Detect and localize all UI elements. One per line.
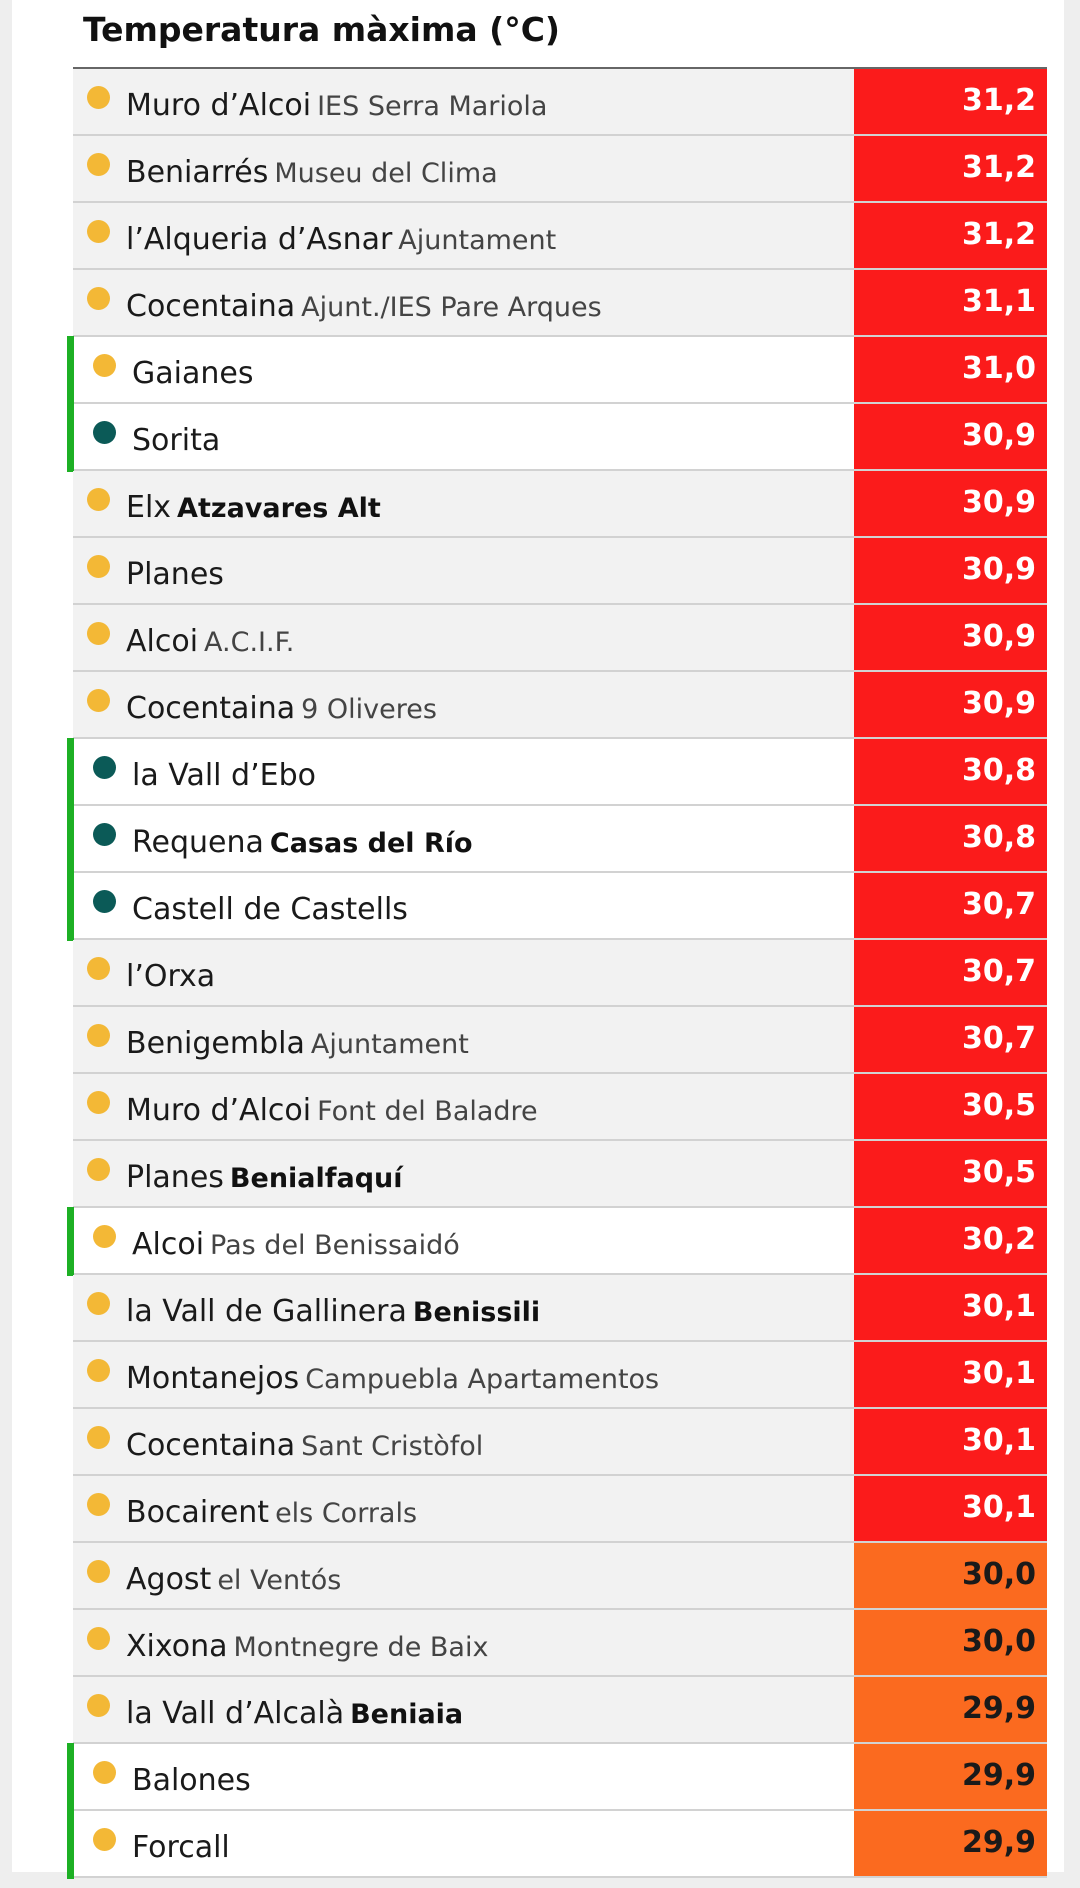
city-name: Bocairent <box>126 1495 270 1530</box>
city-name: l’Alqueria d’Asnar <box>126 222 393 257</box>
temperature-value: 30,1 <box>854 1409 1047 1474</box>
station-subname: Beniaia <box>350 1699 464 1730</box>
yellow-dot-icon <box>87 555 110 578</box>
station-name <box>132 1744 251 1809</box>
highlight-bar <box>67 403 74 472</box>
table-row <box>73 337 1047 404</box>
station-name <box>126 471 381 536</box>
table-row <box>73 806 1047 873</box>
station-subname: Ajuntament <box>398 225 557 256</box>
station-subname: Atzavares Alt <box>177 493 381 524</box>
station-subname: Ajunt./IES Pare Arques <box>301 292 602 323</box>
temperature-value: 31,2 <box>854 69 1047 134</box>
table-row <box>73 1677 1047 1744</box>
station-name <box>126 1409 483 1474</box>
station-subname: A.C.I.F. <box>204 627 295 658</box>
yellow-dot-icon <box>87 622 110 645</box>
temperature-value: 30,8 <box>854 739 1047 804</box>
city-name: Benigembla <box>126 1026 305 1061</box>
highlight-bar <box>67 1743 74 1812</box>
table-row <box>73 873 1047 940</box>
station-name <box>132 404 220 469</box>
city-name: Cocentaina <box>126 1428 296 1463</box>
city-name: Cocentaina <box>126 289 296 324</box>
city-name: Forcall <box>132 1830 230 1865</box>
temperature-value: 30,5 <box>854 1074 1047 1139</box>
station-subname: el Ventós <box>217 1565 342 1596</box>
city-name: Planes <box>126 1160 224 1195</box>
ranking-card <box>12 0 1064 1872</box>
station-name <box>126 940 215 1005</box>
yellow-dot-icon <box>87 153 110 176</box>
station-subname: Sant Cristòfol <box>301 1431 484 1462</box>
yellow-dot-icon <box>93 1225 116 1248</box>
highlight-bar <box>67 336 74 405</box>
temperature-value: 31,0 <box>854 337 1047 402</box>
temperature-value: 30,9 <box>854 471 1047 536</box>
temperature-value: 30,0 <box>854 1610 1047 1675</box>
table-row <box>73 203 1047 270</box>
city-name: la Vall d’Alcalà <box>126 1696 345 1731</box>
temperature-value: 30,1 <box>854 1275 1047 1340</box>
yellow-dot-icon <box>87 1091 110 1114</box>
station-subname: els Corrals <box>275 1498 418 1529</box>
table-row <box>73 1744 1047 1811</box>
highlight-bar <box>67 1207 74 1276</box>
highlight-bar <box>67 872 74 941</box>
teal-dot-icon <box>93 421 116 444</box>
table-row <box>73 1811 1047 1878</box>
station-subname: IES Serra Mariola <box>317 91 548 122</box>
yellow-dot-icon <box>87 1627 110 1650</box>
temperature-value: 30,9 <box>854 672 1047 737</box>
station-name <box>126 538 224 603</box>
temperature-value: 30,9 <box>854 605 1047 670</box>
station-name <box>132 739 316 804</box>
station-name <box>126 1342 659 1407</box>
station-name <box>126 1610 488 1675</box>
temperature-value: 29,9 <box>854 1811 1047 1876</box>
city-name: Xixona <box>126 1629 228 1664</box>
table-row <box>73 1208 1047 1275</box>
table-row <box>73 672 1047 739</box>
temperature-value: 30,8 <box>854 806 1047 871</box>
table-row <box>73 1074 1047 1141</box>
city-name: Alcoi <box>126 624 199 659</box>
temperature-value: 30,7 <box>854 1007 1047 1072</box>
temperature-value: 31,2 <box>854 203 1047 268</box>
station-name <box>126 1074 538 1139</box>
yellow-dot-icon <box>87 1158 110 1181</box>
table-row <box>73 1476 1047 1543</box>
temperature-value: 31,1 <box>854 270 1047 335</box>
station-name <box>132 873 408 938</box>
city-name: Castell de Castells <box>132 892 408 927</box>
yellow-dot-icon <box>93 1761 116 1784</box>
temperature-value: 30,9 <box>854 404 1047 469</box>
station-name <box>126 1275 540 1340</box>
station-name <box>126 605 294 670</box>
station-name <box>132 1208 460 1273</box>
station-subname: Font del Baladre <box>317 1096 538 1127</box>
yellow-dot-icon <box>87 1426 110 1449</box>
station-name <box>126 203 556 268</box>
temperature-value: 29,9 <box>854 1744 1047 1809</box>
city-name: Alcoi <box>132 1227 205 1262</box>
table-row <box>73 605 1047 672</box>
table-row <box>73 1342 1047 1409</box>
table-row <box>73 69 1047 136</box>
temperature-value: 30,7 <box>854 940 1047 1005</box>
teal-dot-icon <box>93 756 116 779</box>
temperature-value: 30,1 <box>854 1476 1047 1541</box>
table-row <box>73 471 1047 538</box>
station-name <box>126 1543 341 1608</box>
temperature-value: 31,2 <box>854 136 1047 201</box>
station-name <box>126 270 602 335</box>
station-name <box>132 337 253 402</box>
table-row <box>73 404 1047 471</box>
highlight-bar <box>67 805 74 874</box>
station-subname: Ajuntament <box>310 1029 469 1060</box>
temperature-value: 29,9 <box>854 1677 1047 1742</box>
teal-dot-icon <box>93 823 116 846</box>
city-name: la Vall de Gallinera <box>126 1294 407 1329</box>
city-name: Montanejos <box>126 1361 300 1396</box>
temperature-value: 30,7 <box>854 873 1047 938</box>
table-row <box>73 1610 1047 1677</box>
table-row <box>73 1007 1047 1074</box>
highlight-bar <box>67 1810 74 1879</box>
highlight-bar <box>67 738 74 807</box>
city-name: la Vall d’Ebo <box>132 758 316 793</box>
city-name: Elx <box>126 490 172 525</box>
yellow-dot-icon <box>87 1493 110 1516</box>
station-name <box>126 1007 469 1072</box>
station-name <box>126 1141 403 1206</box>
table-row <box>73 1141 1047 1208</box>
city-name: Agost <box>126 1562 212 1597</box>
city-name: Planes <box>126 557 224 592</box>
city-name: Muro d’Alcoi <box>126 88 312 123</box>
city-name: Balones <box>132 1763 251 1798</box>
temperature-value: 30,0 <box>854 1543 1047 1608</box>
city-name: Requena <box>132 825 264 860</box>
table-row <box>73 270 1047 337</box>
station-subname: Campuebla Apartamentos <box>305 1364 660 1395</box>
temperature-value: 30,5 <box>854 1141 1047 1206</box>
yellow-dot-icon <box>87 689 110 712</box>
yellow-dot-icon <box>87 1694 110 1717</box>
table-row <box>73 1543 1047 1610</box>
station-name <box>126 672 437 737</box>
yellow-dot-icon <box>87 1024 110 1047</box>
temperature-value: 30,9 <box>854 538 1047 603</box>
station-subname: 9 Oliveres <box>301 694 437 725</box>
temperature-value: 30,2 <box>854 1208 1047 1273</box>
table-row <box>73 1275 1047 1342</box>
yellow-dot-icon <box>87 1359 110 1382</box>
yellow-dot-icon <box>87 488 110 511</box>
city-name: Beniarrés <box>126 155 269 190</box>
station-name <box>126 1476 417 1541</box>
yellow-dot-icon <box>87 1560 110 1583</box>
table-title: Temperatura màxima (°C) <box>83 10 561 49</box>
station-subname: Montnegre de Baix <box>233 1632 489 1663</box>
table-row <box>73 1409 1047 1476</box>
table-row <box>73 538 1047 605</box>
yellow-dot-icon <box>87 287 110 310</box>
yellow-dot-icon <box>87 86 110 109</box>
station-subname: Museu del Clima <box>274 158 498 189</box>
city-name: l’Orxa <box>126 959 216 994</box>
yellow-dot-icon <box>93 354 116 377</box>
station-name <box>126 69 547 134</box>
station-name <box>132 806 473 871</box>
yellow-dot-icon <box>93 1828 116 1851</box>
city-name: Muro d’Alcoi <box>126 1093 312 1128</box>
teal-dot-icon <box>93 890 116 913</box>
city-name: Gaianes <box>132 356 254 391</box>
yellow-dot-icon <box>87 220 110 243</box>
table-row <box>73 739 1047 806</box>
temperature-table <box>73 67 1047 1878</box>
station-name <box>126 1677 463 1742</box>
temperature-value: 30,1 <box>854 1342 1047 1407</box>
city-name: Sorita <box>132 423 221 458</box>
table-row <box>73 940 1047 1007</box>
station-name <box>126 136 498 201</box>
yellow-dot-icon <box>87 957 110 980</box>
table-row <box>73 136 1047 203</box>
station-subname: Benialfaquí <box>229 1163 403 1194</box>
station-name <box>132 1811 230 1876</box>
yellow-dot-icon <box>87 1292 110 1315</box>
station-subname: Benissili <box>412 1297 541 1328</box>
city-name: Cocentaina <box>126 691 296 726</box>
station-subname: Casas del Río <box>269 828 473 859</box>
station-subname: Pas del Benissaidó <box>210 1230 460 1261</box>
